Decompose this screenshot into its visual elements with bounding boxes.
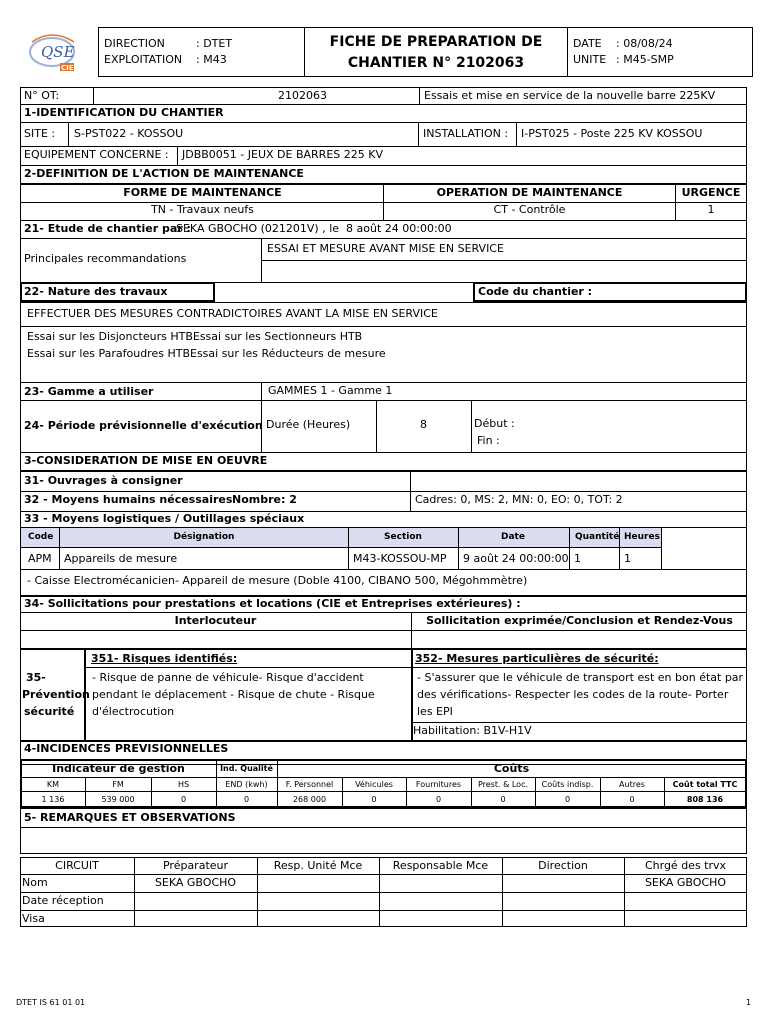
cadres-text: Cadres: 0, MS: 2, MN: 0, EO: 0, TOT: 2: [415, 493, 623, 506]
recommandations-label: Principales recommandations: [24, 252, 187, 265]
nature-line3: Essai sur les Parafoudres HTBEssai sur les Réducteurs de mesure: [27, 347, 386, 360]
sollicitations-label: 34- Sollicitations pour prestations et locations (CIE et Entreprises extérieures) :: [24, 597, 521, 610]
inc-val-fournitures: 0: [435, 795, 442, 804]
etude-label: 21- Etude de chantier par :: [24, 222, 191, 235]
inc-col-personnel: F. Personnel: [285, 780, 334, 789]
circuit-col-charge: Chrgé des trvx: [644, 859, 727, 872]
footer-ref: DTET IS 61 01 01: [16, 998, 86, 1007]
log-col-code: Code: [28, 532, 54, 542]
nombre-label: Nombre: 2: [232, 493, 297, 506]
section2-title: 2-DEFINITION DE L'ACTION DE MAINTENANCE: [24, 167, 304, 180]
habilitation: Habilitation: B1V-H1V: [413, 724, 532, 737]
circuit-row-nom: Nom: [22, 876, 48, 889]
caisse-text: - Caisse Electromécanicien- Appareil de mesure (Doble 4100, CIBANO 500, Mégohmmètre): [27, 574, 528, 587]
duree-value: 8: [420, 418, 427, 431]
inc-val-km: 1 136: [41, 795, 65, 804]
log-col-date: Date: [501, 532, 525, 542]
couts-header: Coûts: [493, 762, 530, 775]
inc-val-autres: 0: [629, 795, 635, 804]
header-info-box: [98, 27, 305, 77]
inc-val-couts-indisp: 0: [564, 795, 571, 804]
circuit-col-resp-unite: Resp. Unité Mce: [273, 859, 363, 872]
inc-val-hs: 0: [180, 795, 187, 804]
log-col-heures: Heures: [624, 532, 660, 542]
logistiques-label: 33 - Moyens logistiques / Outillages spéciaux: [24, 512, 305, 525]
log-row-code: APM: [28, 552, 52, 565]
sollicitation-header: Sollicitation exprimée/Conclusion et Rendez-Vous: [426, 614, 733, 627]
inc-col-fournitures: Fournitures: [415, 780, 462, 789]
direction-value: : DTET: [196, 37, 233, 50]
inc-col-autres: Autres: [619, 780, 645, 789]
inc-val-vehicules: 0: [371, 795, 377, 804]
debut-label: Début :: [474, 417, 515, 430]
recommandations-value: ESSAI ET MESURE AVANT MISE EN SERVICE: [267, 242, 504, 255]
fin-label: Fin :: [477, 434, 500, 447]
ind-qualite-header: Ind. Qualité: [220, 764, 273, 773]
exploitation-value: : M43: [196, 53, 227, 66]
inc-col-prest: Prest. & Loc.: [477, 780, 529, 789]
company-logo: [22, 30, 98, 80]
periode-label: 24- Période prévisionnelle d'exécution: [24, 419, 263, 432]
inc-col-km: KM: [46, 780, 60, 789]
risques-text-1: - Risque de panne de véhicule- Risque d'accident: [92, 671, 364, 684]
log-row-heures: 1: [624, 552, 631, 565]
ot-label: N° OT:: [24, 89, 60, 102]
ot-number: 2102063: [278, 89, 327, 102]
prevention-label-1: 35-: [26, 671, 46, 684]
inc-col-vehicules: Véhicules: [355, 780, 393, 789]
page-title-line2: CHANTIER N° 2102063: [347, 55, 525, 71]
inc-val-prest: 0: [500, 795, 506, 804]
circuit-row-date: Date réception: [22, 894, 104, 907]
log-row-designation: Appareils de mesure: [64, 552, 178, 565]
circuit-nom-preparateur: SEKA GBOCHO: [154, 876, 237, 889]
risques-label: 351- Risques identifiés:: [91, 652, 238, 665]
gamme-value: GAMMES 1 - Gamme 1: [268, 384, 393, 397]
date-label: DATE: [573, 37, 602, 50]
unite-value: : M45-SMP: [616, 53, 674, 66]
unite-label: UNITE: [573, 53, 607, 66]
installation-label: INSTALLATION :: [423, 127, 509, 140]
section3-title: 3-CONSIDERATION DE MISE EN OEUVRE: [24, 454, 268, 467]
risques-text-3: d'électrocution: [92, 705, 175, 718]
svg-text:CIE: CIE: [61, 64, 74, 72]
log-row-section: M43-KOSSOU-MP: [353, 552, 447, 565]
moyens-humains-label: 32 - Moyens humains nécessaires: [24, 493, 233, 506]
page-title-line1: FICHE DE PREPARATION DE: [329, 34, 543, 50]
circuit-col-direction: Direction: [538, 859, 588, 872]
page-number: 1: [746, 998, 752, 1007]
ot-description: Essais et mise en service de la nouvelle barre 225KV: [424, 89, 716, 102]
circuit-col-preparateur: Préparateur: [162, 859, 229, 872]
mesures-text-2: des vérifications- Respecter les codes de la route- Porter: [417, 688, 729, 701]
installation-value: I-PST025 - Poste 225 KV KOSSOU: [521, 127, 703, 140]
inc-val-end: 0: [243, 795, 250, 804]
inc-val-total: 808 136: [686, 795, 724, 804]
log-col-quantite: Quantité: [575, 532, 620, 542]
inc-val-fm: 539 000: [101, 795, 135, 804]
inc-col-fm: FM: [112, 780, 124, 789]
log-col-section: Section: [384, 532, 422, 542]
date-value: : 08/08/24: [616, 37, 673, 50]
prevention-label-2: Prévention: [22, 688, 90, 701]
inc-col-couts-indisp: Coûts indisp.: [541, 780, 594, 789]
ouvrages-label: 31- Ouvrages à consigner: [24, 474, 183, 487]
header-date-box: [567, 27, 753, 77]
log-row-quantite: 1: [574, 552, 581, 565]
mesures-label: 352- Mesures particulières de sécurité:: [415, 652, 659, 665]
log-col-designation: Désignation: [173, 532, 235, 542]
site-label: SITE :: [24, 127, 56, 140]
interlocuteur-header: Interlocuteur: [174, 614, 257, 627]
circuit-row-visa: Visa: [22, 912, 45, 925]
mesures-text-3: les EPI: [417, 705, 453, 718]
etude-value: SEKA GBOCHO (021201V) , le: [176, 222, 340, 235]
urgence-value: 1: [707, 203, 715, 216]
etude-date: 8 août 24 00:00:00: [346, 222, 452, 235]
mesures-text-1: - S'assurer que le véhicule de transport est en bon état par: [417, 671, 744, 684]
code-chantier-label: Code du chantier :: [478, 285, 593, 298]
section5-title: 5- REMARQUES ET OBSERVATIONS: [24, 811, 236, 824]
nature-line1: EFFECTUER DES MESURES CONTRADICTOIRES AVANT LA MISE EN SERVICE: [27, 307, 438, 320]
exploitation-label: EXPLOITATION: [104, 53, 183, 66]
urgence-header: URGENCE: [681, 186, 741, 199]
equipement-value: JDBB0051 - JEUX DE BARRES 225 KV: [182, 148, 383, 161]
inc-val-personnel: 268 000: [292, 795, 327, 804]
nature-line2: Essai sur les Disjoncteurs HTBEssai sur les Sectionneurs HTB: [27, 330, 363, 343]
risques-text-2: pendant le déplacement - Risque de chute - Risque: [92, 688, 375, 701]
circuit-col-circuit: CIRCUIT: [55, 859, 99, 872]
gamme-label: 23- Gamme a utiliser: [24, 385, 154, 398]
section4-title: 4-INCIDENCES PREVISIONNELLES: [24, 742, 229, 755]
duree-label: Durée (Heures): [266, 418, 351, 431]
circuit-nom-charge: SEKA GBOCHO: [644, 876, 727, 889]
inc-col-end: END (kwh): [225, 780, 268, 789]
circuit-col-responsable: Responsable Mce: [392, 859, 489, 872]
operation-header: OPERATION DE MAINTENANCE: [436, 186, 623, 199]
prevention-label-3: sécurité: [24, 705, 75, 718]
indicateur-header: Indicateur de gestion: [52, 762, 185, 775]
forme-value: TN - Travaux neufs: [151, 203, 254, 216]
direction-label: DIRECTION: [104, 37, 165, 50]
section1-title: 1-IDENTIFICATION DU CHANTIER: [24, 106, 224, 119]
nature-label: 22- Nature des travaux: [24, 285, 168, 298]
inc-col-hs: HS: [177, 780, 190, 789]
svg-text:QSE: QSE: [41, 43, 75, 61]
operation-value: CT - Contrôle: [493, 203, 566, 216]
forme-header: FORME DE MAINTENANCE: [123, 186, 282, 199]
inc-col-total: Coût total TTC: [672, 780, 738, 789]
header-title-box: [304, 27, 568, 77]
log-row-date: 9 août 24 00:00:00: [463, 552, 569, 565]
site-value: S-PST022 - KOSSOU: [74, 127, 184, 140]
equipement-label: EQUIPEMENT CONCERNE :: [24, 148, 169, 161]
